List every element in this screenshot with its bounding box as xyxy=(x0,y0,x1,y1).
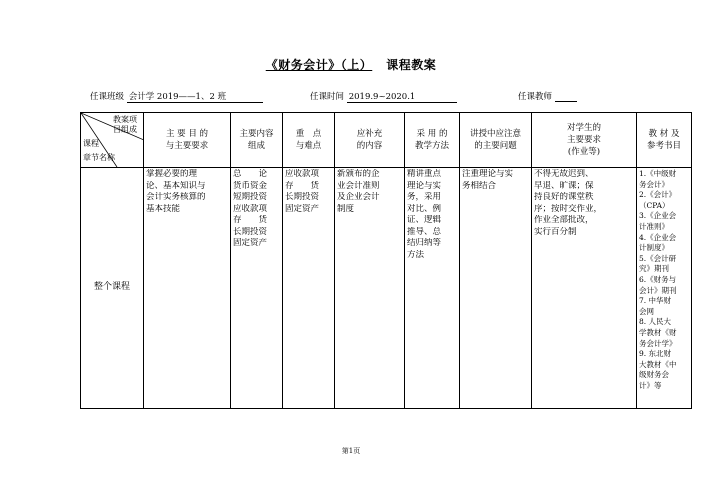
course-title: 《财务会计》（上） xyxy=(265,58,373,72)
lesson-plan-table xyxy=(80,112,692,409)
cell-line: 总 论 xyxy=(233,169,268,179)
teacher-info xyxy=(518,90,577,102)
cell-requirements xyxy=(532,168,637,409)
cell-line: 基本技能 xyxy=(146,203,181,214)
document-title xyxy=(0,56,702,73)
cell-line: 制度 xyxy=(337,203,355,214)
cell-key-points xyxy=(283,168,335,409)
cell-line: 5.《会计研 xyxy=(639,253,677,263)
cell-line: 推导、总 xyxy=(407,226,442,237)
chapter-name: 整个课程 xyxy=(81,168,144,409)
header-row xyxy=(81,113,692,168)
cell-line: 3.《企业会 xyxy=(639,211,677,221)
cell-line: 7. 中华财 xyxy=(639,296,672,306)
corner-label-items: 教案项 目组成 xyxy=(113,115,137,134)
time-value: 2019.9~2020.1 xyxy=(347,93,457,103)
cell-line: 务会计》 xyxy=(639,179,669,189)
cell-line: 2.《会计》 xyxy=(639,190,677,200)
header-attention: 讲授中应注意 的主要问题 xyxy=(460,113,532,168)
cell-line: 存 货 xyxy=(285,180,320,191)
cell-line: 掌握必要的理 xyxy=(146,169,198,179)
class-label: 任课班级 xyxy=(90,92,125,102)
class-info xyxy=(90,90,263,103)
cell-line: 应收款项 xyxy=(285,169,320,179)
cell-line: 级财务会 xyxy=(639,370,669,380)
cell-line: 务相结合 xyxy=(462,180,497,191)
cell-supplement xyxy=(335,168,405,409)
teacher-value xyxy=(555,92,577,102)
cell-line: 会计》期刊 xyxy=(639,285,677,295)
header-content: 主要内容 组成 xyxy=(231,113,283,168)
cell-line: 新颁布的企 xyxy=(337,169,380,179)
cell-line: 精讲重点 xyxy=(407,169,442,179)
class-value: 会计学 2019——1、2 班 xyxy=(127,93,263,103)
corner-header xyxy=(81,113,144,168)
cell-line: 不得无故迟到、 xyxy=(534,169,594,179)
cell-line: 计制度》 xyxy=(639,243,669,253)
cell-line: 证、逻辑 xyxy=(407,215,442,225)
time-info xyxy=(310,90,457,103)
cell-line: 6.《财务与 xyxy=(639,274,677,284)
cell-line: 8. 人民大 xyxy=(639,317,672,327)
cell-line: 学教材《财 xyxy=(639,327,677,337)
cell-line: 应收款项 xyxy=(233,203,268,214)
cell-purpose xyxy=(144,168,231,409)
cell-line: 货币资金 xyxy=(233,180,268,191)
cell-line: 作业全部批改， xyxy=(534,215,594,225)
cell-line: 务会计学》 xyxy=(639,338,677,348)
cell-line: 会计实务核算的 xyxy=(146,192,206,202)
cell-line: 务，采用 xyxy=(407,192,442,202)
cell-line: （CPA） xyxy=(639,200,670,210)
cell-attention xyxy=(460,168,532,409)
header-supplement: 应补充 的内容 xyxy=(335,113,405,168)
teacher-label: 任课教师 xyxy=(518,92,553,102)
cell-content xyxy=(231,168,283,409)
cell-line: 1.《中级财 xyxy=(639,169,677,178)
cell-line: 存 货 xyxy=(233,215,268,225)
cell-line: 大教材《中 xyxy=(639,359,677,369)
cell-line: 长期投资 xyxy=(233,226,268,237)
cell-line: 计》等 xyxy=(639,380,662,390)
header-requirements: 对学生的 主要要求 (作业等) xyxy=(532,113,637,168)
cell-line: 会网 xyxy=(639,306,654,316)
cell-line: 结归纳等 xyxy=(407,238,442,248)
cell-line: 理论与实 xyxy=(407,180,442,191)
cell-line: 论、基本知识与 xyxy=(146,180,206,191)
header-key-points: 重 点 与难点 xyxy=(283,113,335,168)
cell-line: 对比、例 xyxy=(407,203,442,214)
corner-label-chapter: 章节名称 xyxy=(83,153,115,162)
cell-line: 9. 东北财 xyxy=(639,349,672,359)
header-purpose: 主 要 目 的 与主要要求 xyxy=(144,113,231,168)
corner-label-course: 课程 xyxy=(83,139,99,148)
header-references: 教 材 及 参考书目 xyxy=(637,113,692,168)
cell-line: 序；按时交作业， xyxy=(534,203,603,214)
cell-line: 固定资产 xyxy=(285,203,320,214)
cell-line: 短期投资 xyxy=(233,192,268,202)
page-footer: 第1页 xyxy=(341,447,361,455)
cell-line: 业会计准则 xyxy=(337,180,380,191)
cell-line: 早退、旷课；保 xyxy=(534,180,594,191)
time-label: 任课时间 xyxy=(310,92,345,102)
cell-line: 实行百分制 xyxy=(534,226,577,237)
header-methods: 采 用 的 教学方法 xyxy=(405,113,460,168)
cell-line: 注重理论与实 xyxy=(462,169,514,179)
cell-line: 究》期刊 xyxy=(639,264,669,274)
title-suffix: 课程教案 xyxy=(386,58,437,72)
course-row xyxy=(81,168,692,409)
cell-line: 计准则》 xyxy=(639,221,669,231)
cell-methods xyxy=(405,168,460,409)
cell-line: 长期投资 xyxy=(285,192,320,202)
cell-line: 方法 xyxy=(407,249,425,260)
cell-line: 固定资产 xyxy=(233,238,268,248)
cell-line: 4.《企业会 xyxy=(639,232,677,242)
cell-line: 持良好的课堂秩 xyxy=(534,192,594,202)
cell-line: 及企业会计 xyxy=(337,192,380,202)
cell-references xyxy=(637,168,692,409)
